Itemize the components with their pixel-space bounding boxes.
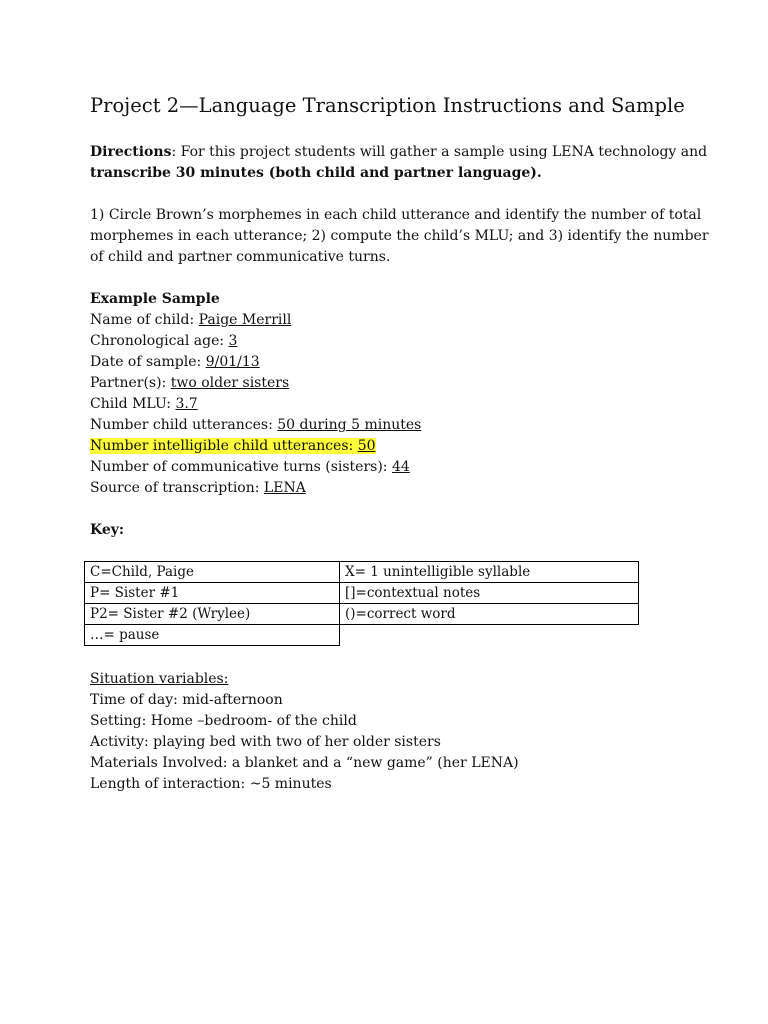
field-value: 50 during 5 minutes [277,417,422,433]
situation-line: Length of interaction: ~5 minutes [90,776,332,792]
field-label: Source of transcription: [90,480,264,496]
field-label: Chronological age: [90,333,229,349]
table-cell: C=Child, Paige [85,562,340,583]
directions-label: Directions [90,144,172,160]
field-child-mlu [90,394,198,415]
table-cell: P2= Sister #2 (Wrylee) [85,604,340,625]
field-value: 3.7 [175,396,198,412]
field-source [90,478,306,499]
page-title: Project 2—Language Transcription Instructions and Sample [90,94,685,117]
field-date-of-sample [90,352,260,373]
field-chronological-age [90,331,237,352]
field-label: Partner(s): [90,375,171,391]
field-value: two older sisters [170,375,290,391]
highlighted-field [90,438,376,454]
field-label: Child MLU: [90,396,176,412]
field-intelligible-utterances [90,436,376,457]
key-table [84,561,639,646]
directions-text: : For this project students will gather a sample using LENA technology and [171,144,708,160]
table-row [85,604,639,625]
situation-line: Time of day: mid-afternoon [90,692,283,708]
field-value: Paige Merrill [198,312,292,328]
field-value: 3 [228,333,238,349]
table-cell-empty [340,625,639,646]
table-cell: P= Sister #1 [85,583,340,604]
table-row [85,583,639,604]
instruction-line-3: of child and partner communicative turns. [90,249,391,265]
table-row [85,625,639,646]
field-partners [90,373,289,394]
field-value: 50 [357,438,376,454]
field-label: Date of sample: [90,354,206,370]
directions-bold-line: transcribe 30 minutes (both child and partner language). [90,165,542,181]
field-label: Number intelligible child utterances: [90,438,358,454]
key-heading: Key: [90,522,125,538]
field-label: Number child utterances: [90,417,278,433]
table-cell: ()=correct word [340,604,639,625]
table-row [85,562,639,583]
situation-line: Setting: Home –bedroom- of the child [90,713,357,729]
field-label: Name of child: [90,312,199,328]
field-name-of-child [90,310,291,331]
field-value: 9/01/13 [205,354,260,370]
instruction-line-2: morphemes in each utterance; 2) compute the child’s MLU; and 3) identify the number [90,228,709,244]
table-cell: []=contextual notes [340,583,639,604]
table-cell: X= 1 unintelligible syllable [340,562,639,583]
field-value: LENA [263,480,306,496]
field-label: Number of communicative turns (sisters): [90,459,392,475]
field-number-child-utterances [90,415,421,436]
table-cell: …= pause [85,625,340,646]
situation-heading: Situation variables: [90,671,229,687]
field-communicative-turns [90,457,410,478]
directions-line [90,142,707,163]
example-heading: Example Sample [90,291,220,307]
field-value: 44 [391,459,410,475]
situation-line: Activity: playing bed with two of her older sisters [90,734,441,750]
instruction-line-1: 1) Circle Brown’s morphemes in each child utterance and identify the number of total [90,207,702,223]
situation-line: Materials Involved: a blanket and a “new game” (her LENA) [90,755,519,771]
